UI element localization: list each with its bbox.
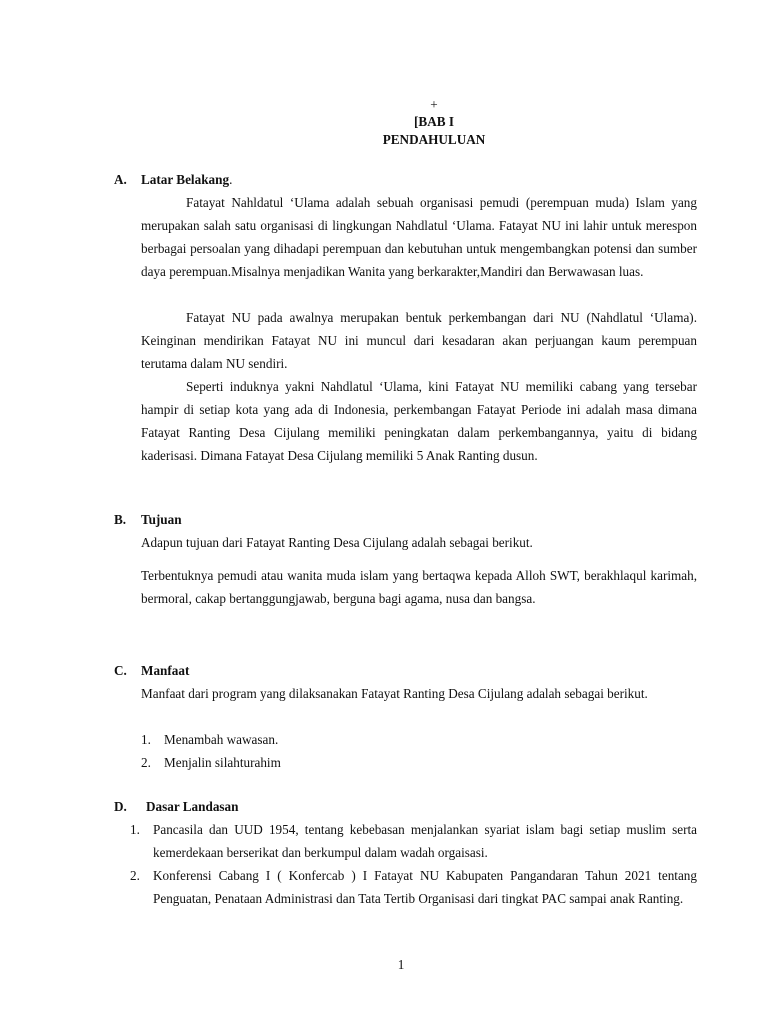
section-c-title: Manfaat xyxy=(141,663,190,678)
section-d-item-1: Pancasila dan UUD 1954, tentang kebebasan menjalankan syariat islam bagi setiap muslim serta kemerdekaan berserikat dan berkumpul dalam wadah orgaisasi. xyxy=(153,822,697,860)
section-c-intro: Manfaat dari program yang dilaksanakan Fatayat Ranting Desa Cijulang adalah sebagai berikut. xyxy=(141,686,648,701)
list-item-number: 2. xyxy=(130,868,140,883)
page-number: 1 xyxy=(397,957,405,972)
list-item-number: 1. xyxy=(141,732,151,747)
section-b-body: Terbentuknya pemudi atau wanita muda islam yang bertaqwa kepada Alloh SWT, berakhlaqul karimah, bermoral, cakap bertanggungjawab, berguna bagi agama, nusa dan bangsa. xyxy=(141,568,697,606)
plus-mark: + xyxy=(430,97,438,112)
section-b-title: Tujuan xyxy=(141,512,182,527)
section-d-item-2: Konferensi Cabang I ( Konfercab ) I Fatayat NU Kabupaten Pangandaran Tahun 2021 tentang Penguatan, Penataan Administrasi dan Tata Tertib Organisasi dari tingkat PAC sampai anak Ranting. xyxy=(153,868,697,906)
section-b-intro: Adapun tujuan dari Fatayat Ranting Desa Cijulang adalah sebagai berikut. xyxy=(141,535,533,550)
list-item-text: Menjalin silahturahim xyxy=(164,755,281,770)
chapter-title: PENDAHULUAN xyxy=(382,132,486,147)
chapter-number: [BAB I xyxy=(414,114,454,129)
section-b-letter: B. xyxy=(114,512,127,527)
section-a-title xyxy=(141,172,232,188)
section-d-title: Dasar Landasan xyxy=(146,799,239,814)
list-item-number: 2. xyxy=(141,755,151,770)
section-c-letter: C. xyxy=(114,663,127,678)
section-a-paragraph-2: Fatayat NU pada awalnya merupakan bentuk perkembangan dari NU (Nahdlatul ‘Ulama). Keinginan mendirikan Fatayat NU ini muncul dari kesadaran akan perjuangan kaum perempuan terutama dalam NU sendiri. xyxy=(141,310,697,371)
section-a-paragraph-1: Fatayat Nahldatul ‘Ulama adalah sebuah organisasi pemudi (perempuan muda) Islam yang merupakan salah satu organisasi di lingkungan Nahdlatul ‘Ulama. Fatayat NU ini lahir untuk merespon berbagai persoalan yang dihadapi perempuan dan kebutuhan untuk mengembangkan potensi dan sumber daya perempuan.Misalnya menjadikan Wanita yang berkarakter,Mandiri dan Berwawasan luas. xyxy=(141,195,697,279)
list-item-number: 1. xyxy=(130,822,140,837)
section-a-letter: A. xyxy=(114,172,127,187)
section-a-title-text: Latar Belakang xyxy=(141,172,230,187)
list-item-text: Menambah wawasan. xyxy=(164,732,279,747)
section-a-paragraph-3: Seperti induknya yakni Nahdlatul ‘Ulama, kini Fatayat NU memiliki cabang yang tersebar hampir di setiap kota yang ada di Indonesia, perkembangan Fatayat Periode ini adalah masa dimana Fatayat Ranting Desa Cijulang memiliki peningkatan dalam perkembangannya, yaitu di bidang kaderisasi. Dimana Fatayat Desa Cijulang memiliki 5 Anak Ranting dusun. xyxy=(141,379,697,463)
section-d-letter: D. xyxy=(114,799,127,814)
section-a-title-suffix: . xyxy=(229,172,233,187)
